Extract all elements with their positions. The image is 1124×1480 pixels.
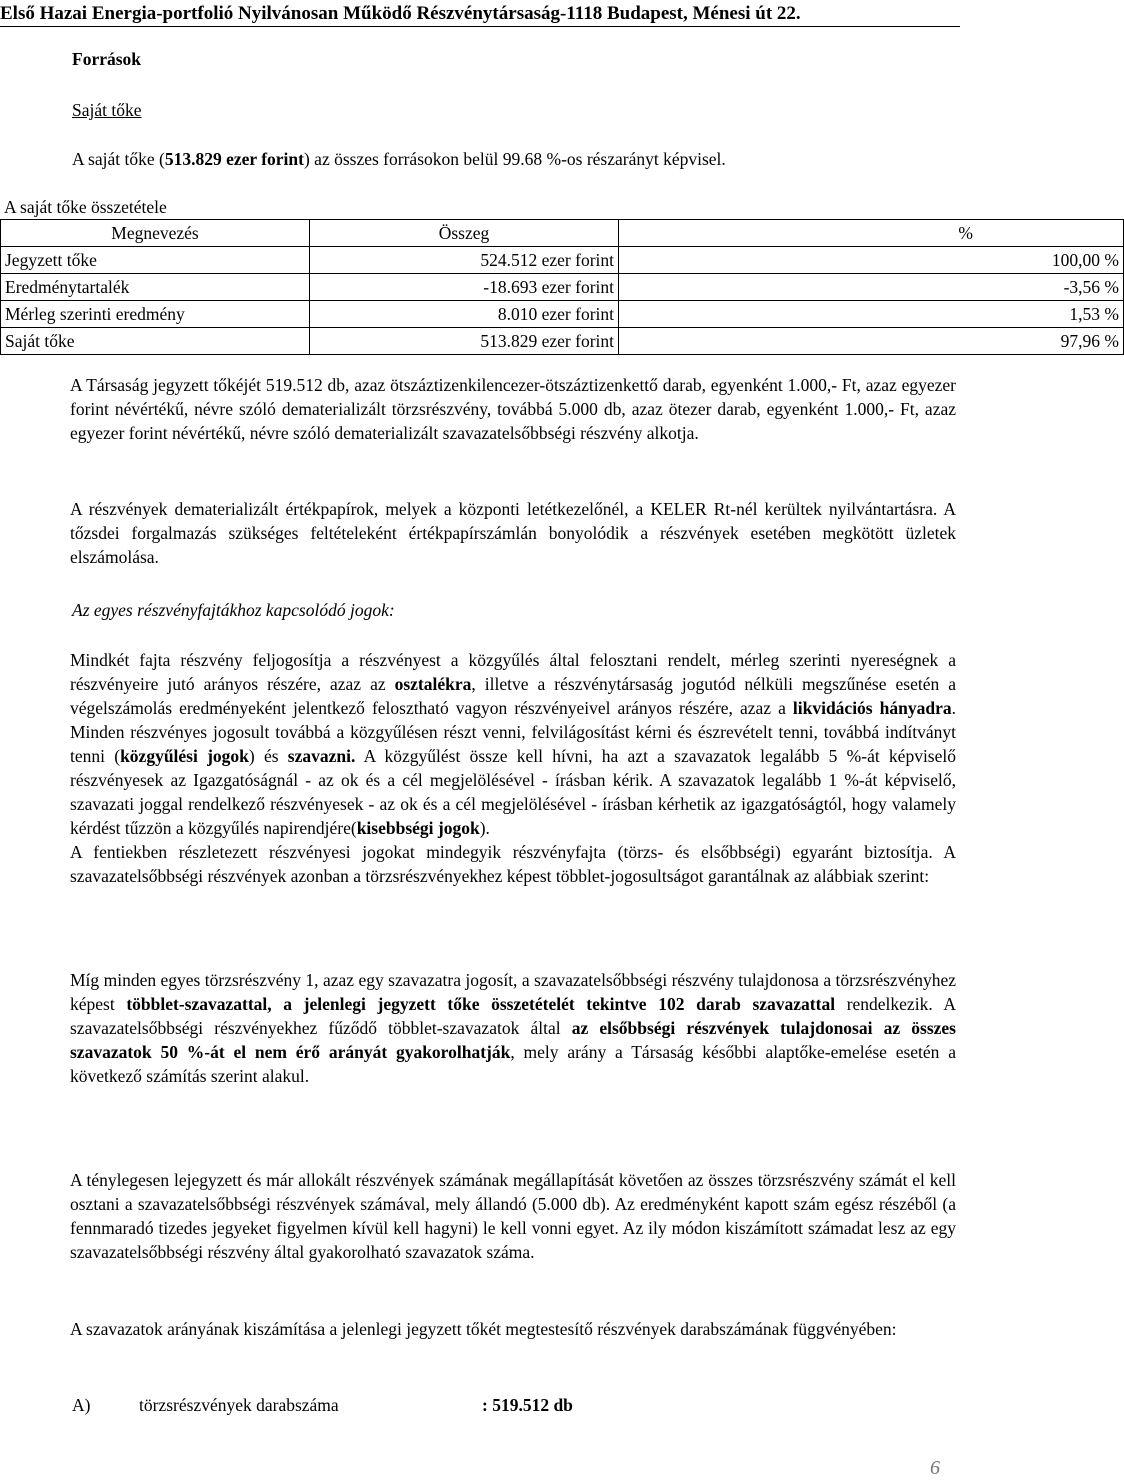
paragraph-mig bbox=[70, 968, 956, 1088]
table-cell: -18.693 ezer forint bbox=[310, 274, 619, 301]
table-row bbox=[1, 274, 1124, 301]
rights-text: A közgyűlést össze kell hívni, ha azt a szavazatok legalább 5 %-át képviselő részvényesek az Igazgatóságnál - az ok és a cél megjelölésével - írásban kérik. A szavazatok legalább 1 %-át képviselő, szavazati joggal rendelkező részvényesek - az ok és a cél megjelölésével - írásban kérhetik az igazgatóságtól, hogy valamely kérdést tűzzön a közgyűlés napirendjére( bbox=[70, 746, 956, 838]
paragraph-mig-text bbox=[70, 968, 956, 1088]
table-cell: 100,00 % bbox=[619, 247, 1124, 274]
item-a-text: törzsrészvények darabszáma bbox=[139, 1395, 339, 1415]
equity-intro bbox=[72, 147, 726, 171]
mig-bold: többlet-szavazattal, a jelenlegi jegyzett tőke összetételét tekintve 102 darab szavazattal bbox=[126, 994, 836, 1014]
paragraph-shares bbox=[70, 373, 956, 445]
table-cell: -3,56 % bbox=[619, 274, 1124, 301]
equity-intro-amount: 513.829 ezer forint bbox=[164, 149, 304, 169]
table-cell: Eredménytartalék bbox=[1, 274, 310, 301]
mig-text: rendelkezik. A szavazatelsőbbségi részvényekhez fűződő többlet-szavazatok által bbox=[70, 994, 956, 1038]
paragraph-rights-text bbox=[70, 648, 956, 840]
rights-bold: kisebbségi jogok bbox=[356, 818, 480, 838]
table-header-cell: Összeg bbox=[310, 220, 619, 247]
equity-intro-text-1: A saját tőke ( bbox=[72, 149, 165, 169]
rights-text: ). bbox=[479, 818, 490, 838]
table-cell: 97,96 % bbox=[619, 328, 1124, 355]
paragraph-keler bbox=[70, 497, 956, 569]
mig-text: , mely arány a Társaság későbbi alaptőke-emelése esetén a következő számítás szerint alakul. bbox=[70, 1042, 957, 1086]
table-cell: Mérleg szerinti eredmény bbox=[1, 301, 310, 328]
paragraph-fentiekben: A fentiekben részletezett részvényesi jogokat mindegyik részvényfajta (törzs- és elsőbbségi) egyaránt biztosítja. A szavazatelsőbbségi részvények azonban a törzsrészvényekhez képest többlet-jogosultságot garantálnak az alábbiak szerint: bbox=[70, 842, 956, 886]
rights-text: , illetve a részvénytársaság jogutód nélküli megszűnése esetén a végelszámolás eredményeként jelentkező felosztható vagyon részvényeivel arányos részére, azaz a bbox=[70, 674, 956, 718]
rights-text: Mindkét fajta részvény feljogosítja a részvényest a közgyűlés által felosztani rendelt, mérleg szerinti nyereségnek a részvényeire jutó arányos részére, azaz az bbox=[70, 650, 956, 694]
paragraph-tenyleges-text: A ténylegesen lejegyzett és már allokált részvények számának megállapítását követően az összes törzsrészvény számát el kell osztani a szavazatelsőbbségi részvények számával, mely állandó (5.000 db). Az eredményként kapott szám egész részéből (a fennmaradó tizedes jegyeket figyelmen kívül kell hagyni) le kell vonni egyet. Az ily módon kiszámított számadat lesz az egy szavazatelsőbbségi részvény által gyakorolható szavazatok száma. bbox=[70, 1170, 956, 1262]
table-row bbox=[1, 247, 1124, 274]
mig-text: Míg minden egyes törzsrészvény 1, azaz egy szavazatra jogosít, a szavazatelsőbbségi részvény tulajdonosa a törzsrészvényhez képest bbox=[70, 970, 956, 1014]
table-cell: 8.010 ezer forint bbox=[310, 301, 619, 328]
table-header-row bbox=[1, 220, 1124, 247]
rights-bold: likvidációs hányadra bbox=[792, 698, 952, 718]
paragraph-keler-text: A részvények dematerializált értékpapírok, melyek a központi letétkezelőnél, a KELER Rt-nél kerültek nyilvántartásra. A tőzsdei forgalmazás szükséges feltételeként értékpapírszámlán bonyolódik a részvények esetében megkötött üzletek elszámolása. bbox=[70, 499, 956, 567]
mig-bold: az elsőbbségi részvények tulajdonosai az összes szavazatok 50 %-át el nem érő arányát gyakorolhatják bbox=[70, 1018, 956, 1062]
table-row bbox=[1, 301, 1124, 328]
rights-bold: szavazni. bbox=[287, 746, 356, 766]
table-header-cell: % bbox=[619, 220, 1124, 247]
table-cell: Jegyzett tőke bbox=[1, 247, 310, 274]
page-number: 6 bbox=[930, 1457, 940, 1479]
paragraph-rights bbox=[70, 648, 956, 888]
rights-bold: közgyűlési jogok bbox=[120, 746, 249, 766]
table-cell: Saját tőke bbox=[1, 328, 310, 355]
paragraph-arany-text: A szavazatok arányának kiszámítása a jelenlegi jegyzett tőkét megtestesítő részvények darabszámának függvényében: bbox=[70, 1319, 897, 1339]
item-a-label: A) bbox=[72, 1395, 91, 1415]
item-a-value: : 519.512 db bbox=[482, 1395, 573, 1415]
equity-table bbox=[0, 219, 1124, 355]
equity-intro-text-2: ) az összes forrásokon belül 99.68 %-os részarányt képvisel. bbox=[303, 149, 726, 169]
document-header: Első Hazai Energia-portfolió Nyilvánosan Működő Részvénytársaság-1118 Budapest, Ménesi út 22. bbox=[0, 0, 960, 27]
table-cell: 524.512 ezer forint bbox=[310, 247, 619, 274]
paragraph-shares-text: A Társaság jegyzett tőkéjét 519.512 db, azaz ötszáztizenkilencezer-ötszáztizenkettő darab, egyenként 1.000,- Ft, azaz egyezer forint névértékű, névre szóló dematerializált törzsrészvény, továbbá 5.000 db, azaz ötezer darab, egyenként 1.000,- Ft, azaz egyezer forint névértékű, névre szóló dematerializált szavazatelsőbbségi részvény alkotja. bbox=[70, 375, 956, 443]
rights-bold: osztalékra bbox=[394, 674, 472, 694]
subsection-title: Saját tőke bbox=[72, 100, 142, 120]
table-cell: 513.829 ezer forint bbox=[310, 328, 619, 355]
paragraph-arany bbox=[70, 1317, 956, 1341]
paragraph-tenyleges bbox=[70, 1168, 956, 1264]
rights-text: ) és bbox=[248, 746, 288, 766]
section-title: Források bbox=[72, 49, 142, 69]
table-row bbox=[1, 328, 1124, 355]
rights-text: . Minden részvényes jogosult továbbá a közgyűlésen részt venni, felvilágosítást kérni és észrevételt tenni, továbbá indítványt tenni ( bbox=[70, 698, 956, 766]
table-header-cell: Megnevezés bbox=[1, 220, 310, 247]
table-cell: 1,53 % bbox=[619, 301, 1124, 328]
rights-title: Az egyes részvényfajtákhoz kapcsolódó jogok: bbox=[72, 600, 395, 620]
table-caption: A saját tőke összetétele bbox=[4, 197, 167, 217]
